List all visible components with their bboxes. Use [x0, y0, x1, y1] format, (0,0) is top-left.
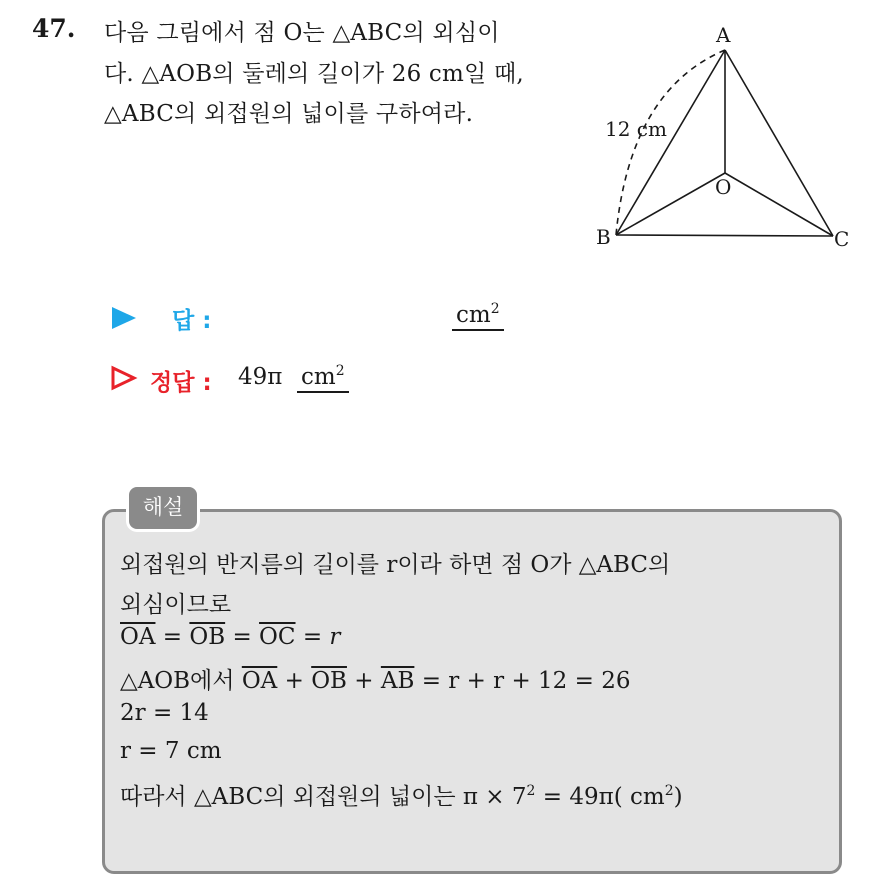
answer-blank: $cm^2$ — [452, 302, 504, 328]
correct-label: 정답 : — [150, 370, 212, 396]
question-line-1: 다음 그림에서 점 O는 △ABC의 외심이 — [104, 20, 500, 46]
solution-line-7: 따라서 △ABC의 외접원의 넓이는 $\pi \times 7^2 = 49\pi$( $cm^2$) — [120, 783, 683, 810]
side-ab — [616, 50, 725, 235]
solution-line-3: $\overline{OA} = \overline{OB} = \overline{OC} = r$ — [120, 624, 341, 650]
solution-line-4: △AOB에서 $\overline{OA} + \overline{OB} + \overline{AB} = r + r + 12 = 26$ — [120, 668, 631, 694]
label-c: C — [834, 227, 850, 251]
side-ac — [725, 50, 833, 236]
question-line-3: △ABC의 외접원의 넓이를 구하여라. — [104, 101, 474, 127]
solution-line-2: 외심이므로 — [120, 592, 232, 618]
segment-ob — [616, 173, 725, 235]
solution-tab: 해설 — [129, 487, 197, 529]
side-bc — [616, 235, 833, 236]
label-a: A — [716, 23, 731, 47]
question-number: 47. — [32, 14, 76, 43]
outline-arrow-icon — [110, 365, 138, 391]
label-b: B — [596, 225, 611, 249]
label-o: O — [715, 175, 732, 199]
correct-value: 49π $cm^2$ — [238, 364, 349, 390]
play-arrow-icon — [110, 305, 138, 331]
answer-label: 답 : — [172, 308, 212, 334]
question-line-2: 다. △AOB의 둘레의 길이가 26 cm일 때, — [104, 61, 524, 87]
triangle-figure — [590, 20, 860, 255]
solution-line-6: r = 7 cm — [120, 738, 222, 764]
solution-line-1: 외접원의 반지름의 길이를 r이라 하면 점 O가 △ABC의 — [120, 552, 671, 578]
side-length-label: 12 cm — [605, 117, 667, 141]
solution-line-5: 2r = 14 — [120, 700, 209, 726]
segment-oc — [725, 173, 833, 236]
